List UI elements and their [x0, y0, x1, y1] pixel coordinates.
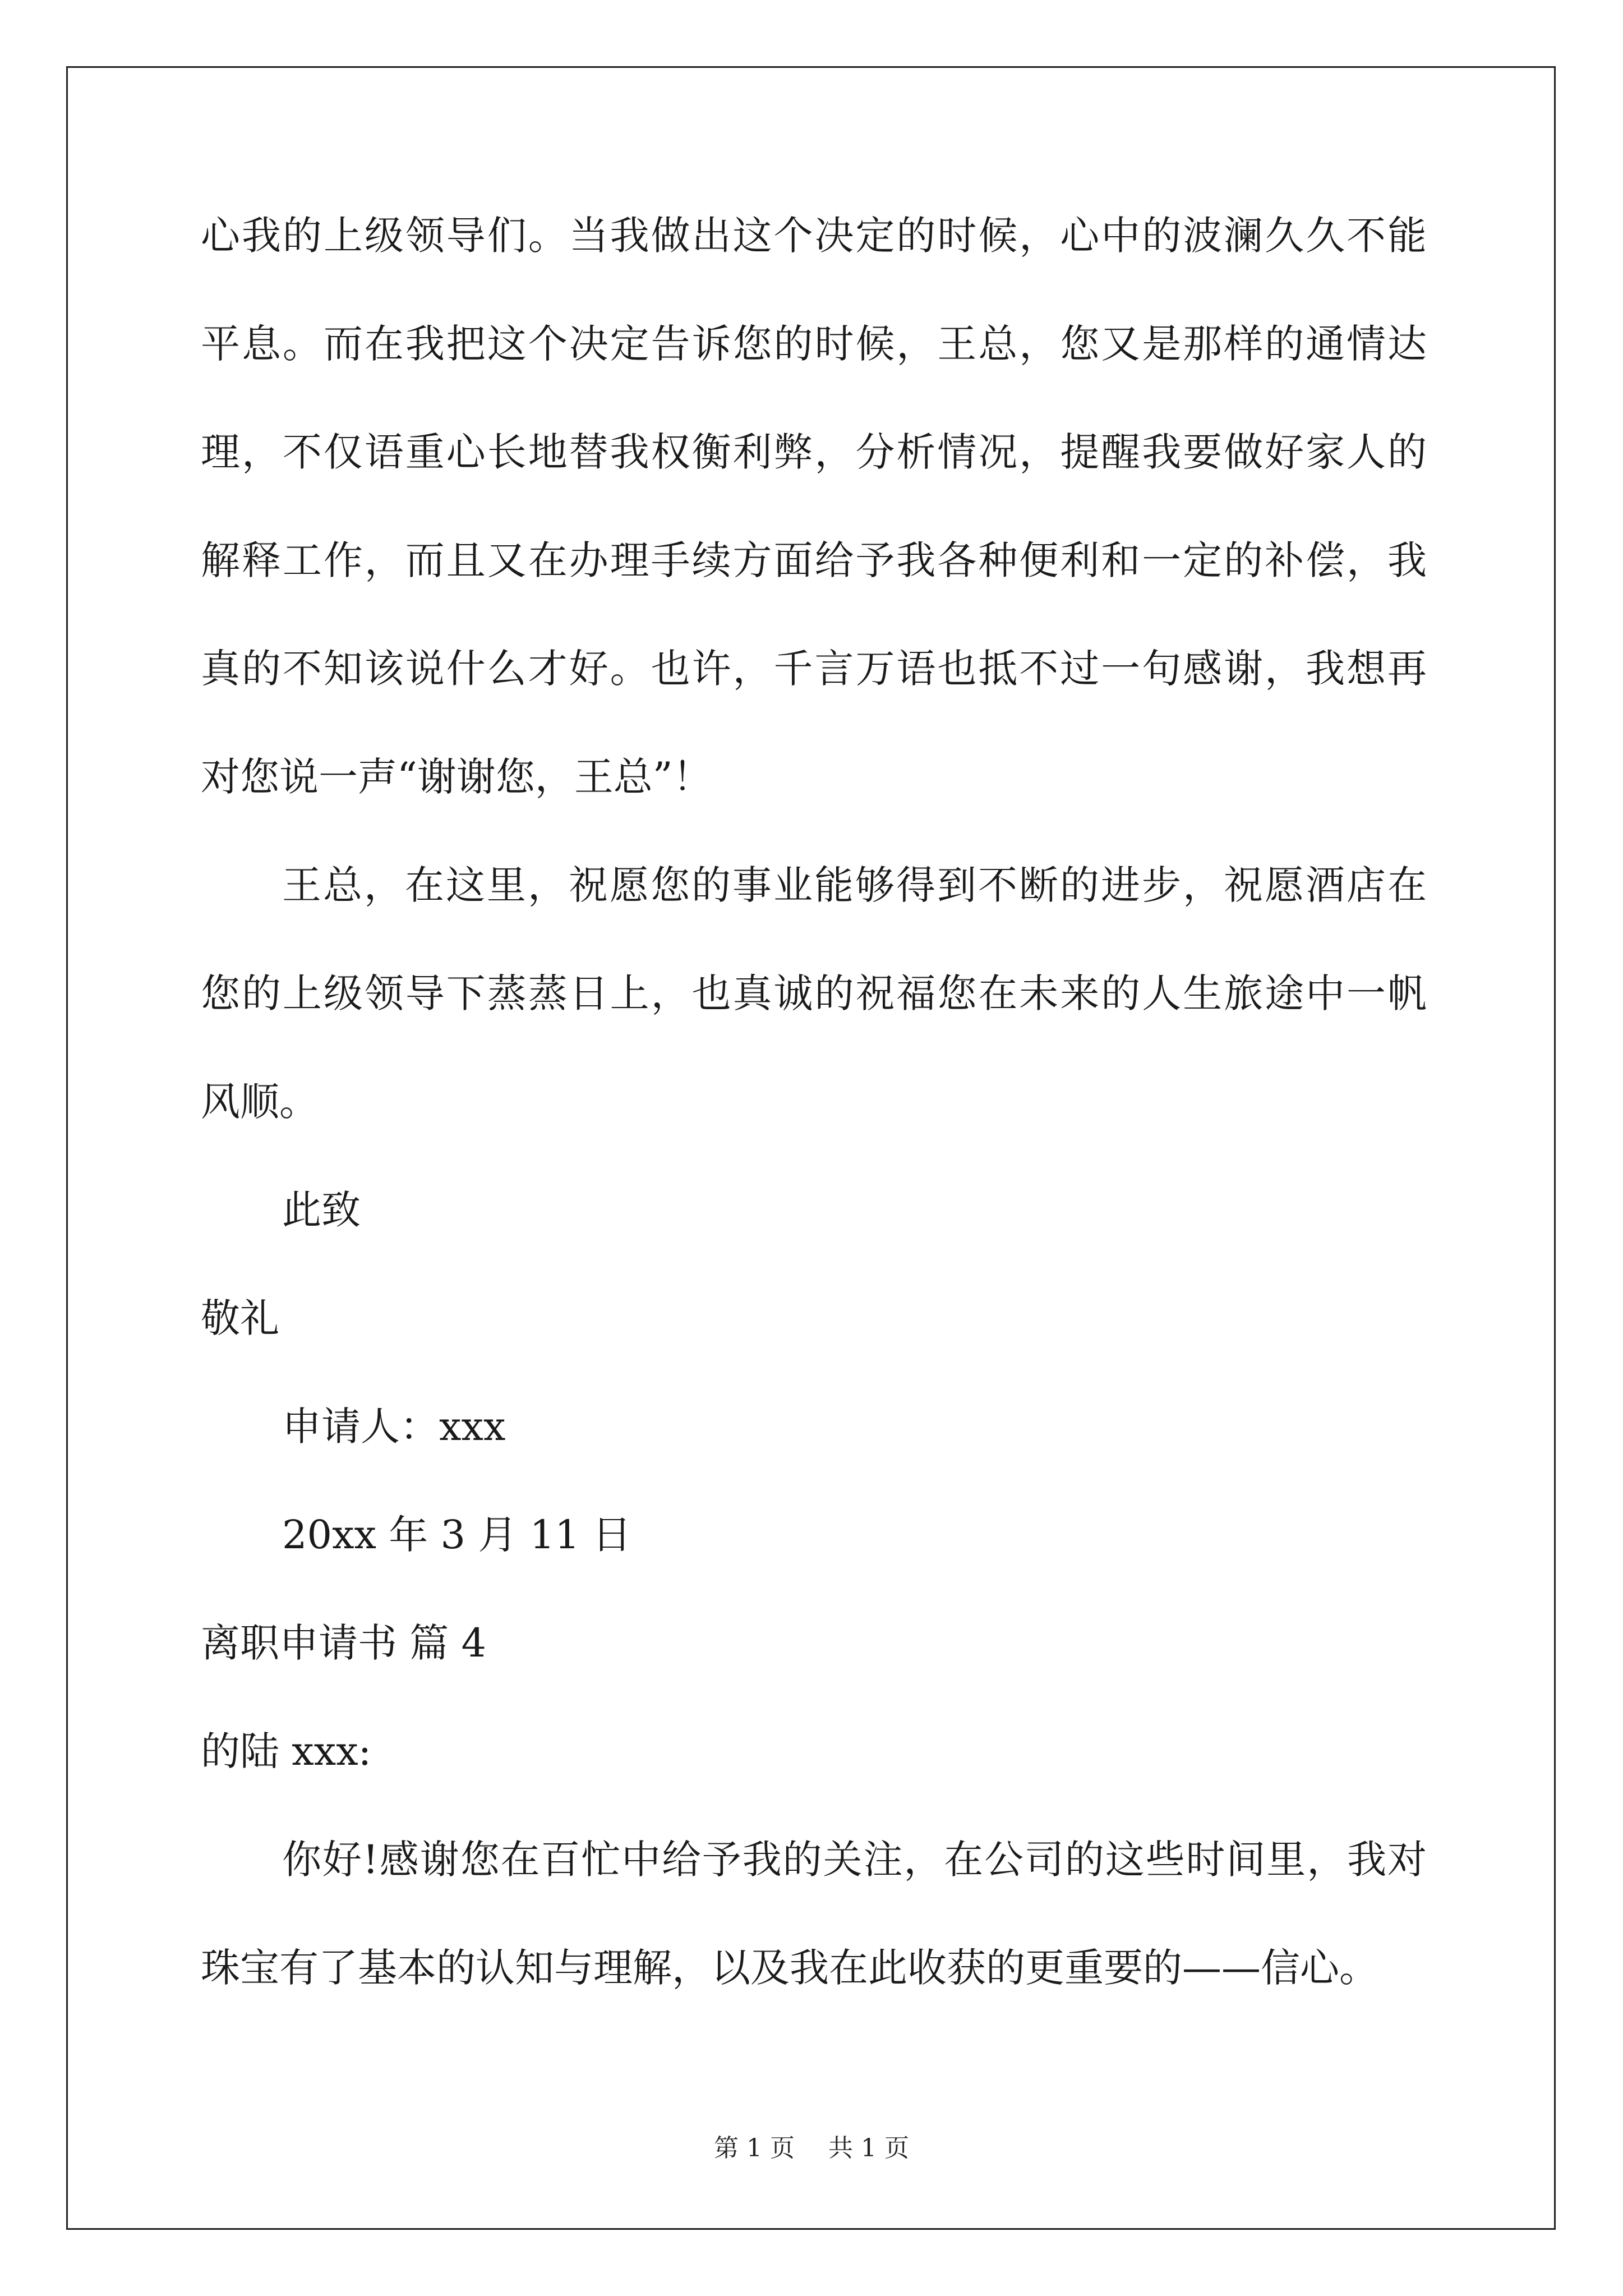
applicant-signature: 申请人：xxx — [282, 1404, 506, 1450]
date-text: 20xx 年 3 月 11 日 — [282, 1512, 631, 1558]
paragraph-line: 理，不仅语重心长地替我权衡利弊，分析情况，提醒我要做好家人的 — [201, 429, 1427, 475]
paragraph-line: 解释工作，而且又在办理手续方面给予我各种便利和一定的补偿，我 — [201, 537, 1427, 583]
paragraph-line: 王总，在这里，祝愿您的事业能够得到不断的进步，祝愿酒店在 — [282, 862, 1427, 908]
paragraph-line: 对您说一声“谢谢您，王总”！ — [201, 754, 712, 800]
paragraph-line: 你好!感谢您在百忙中给予我的关注，在公司的这些时间里，我对 — [282, 1837, 1427, 1883]
greeting-text: 的陆 xxx: — [201, 1728, 372, 1774]
page-number-total: 共 1 页 — [828, 2134, 909, 2162]
document-body — [201, 202, 1427, 2042]
page-number-current: 第 1 页 — [714, 2134, 795, 2162]
paragraph-line: 真的不知该说什么才好。也许，千言万语也抵不过一句感谢，我想再 — [201, 646, 1427, 692]
closing-text: 此致 — [282, 1187, 361, 1233]
section-title: 离职申请书 篇 4 — [201, 1620, 487, 1666]
paragraph-line: 平息。而在我把这个决定告诉您的时候，王总，您又是那样的通情达 — [201, 321, 1427, 367]
paragraph-line: 珠宝有了基本的认知与理解，以及我在此收获的更重要的——信心。 — [201, 1945, 1378, 1991]
paragraph-line: 风顺。 — [201, 1079, 319, 1125]
page-footer — [0, 2132, 1623, 2165]
salute-text: 敬礼 — [201, 1295, 279, 1341]
paragraph-line: 您的上级领导下蒸蒸日上，也真诚的祝福您在未来的人生旅途中一帆 — [201, 970, 1427, 1016]
paragraph-line: 心我的上级领导们。当我做出这个决定的时候，心中的波澜久久不能 — [201, 213, 1427, 259]
